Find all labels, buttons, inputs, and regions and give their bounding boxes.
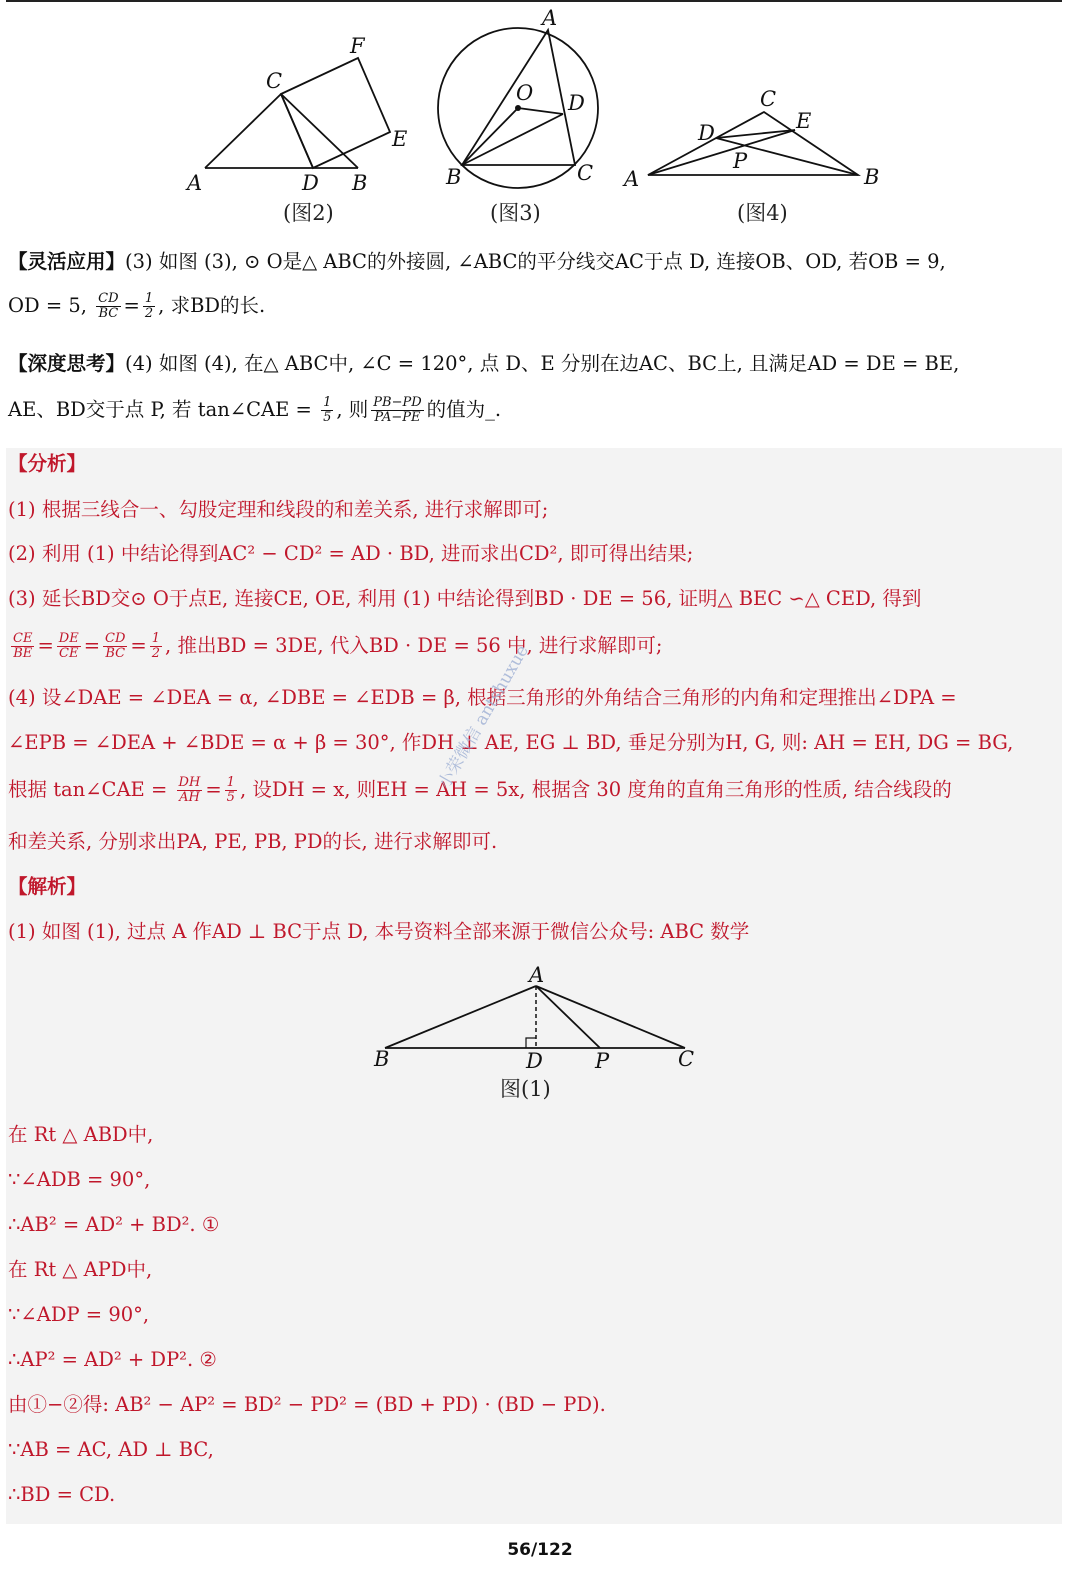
analysis-line-5: (4) 设∠DAE = ∠DEA = α, ∠DBE = ∠EDB = β, 根据三角形的外角结合三角形的内角和定理推出∠DPA = [8,686,957,709]
watermark: 小荣微信 antshuxue [434,641,533,793]
analysis-line-7: 根据 tan∠CAE = $\frac{DH}{AH}$ = $\frac{1}{5}$ , 设DH = x, 则EH = AH = 5x, 根据含 30 度角的直角三角形的性质, 结合线段的 [8,775,952,805]
q4-fraction-ratio: $\frac{PB-PD}{PA-PE}$ [373,395,422,425]
fig4-label-b: B [864,165,880,189]
fig1-label-p: P [595,1049,610,1073]
q4-line-2 [8,396,1066,425]
q3-tag: 【灵活应用】 [8,250,126,273]
analysis-line-7-post: , 设DH = x, 则EH = AH = 5x, 根据含 30 度角的直角三角形的性质, 结合线段的 [239,778,952,801]
fig2-label-e: E [392,127,408,151]
analysis-line-6: ∠EPB = ∠DEA + ∠BDE = α + β = 30°, 作DH ⊥ AE, EG ⊥ BD, 垂足分别为H, G, 则: AH = EH, DG = BG, [8,731,1014,754]
q4-tag: 【深度思考】 [8,352,126,375]
frac-half: $\frac{1}{2}$ [151,631,161,661]
frac-de-ce: $\frac{DE}{CE}$ [58,631,79,661]
analysis-line-1: (1) 根据三线合一、勾股定理和线段的和差关系, 进行求解即可; [8,498,549,521]
fig1-label-d: D [526,1049,543,1073]
solution-step-1: 在 Rt △ ABD中, [8,1123,154,1146]
fig1-label-c: C [678,1047,695,1071]
frac-fifth: $\frac{1}{5}$ [226,775,235,805]
figure-4 [622,87,879,225]
frac-ce-be: $\frac{CE}{BE}$ [13,631,33,661]
fig2-label-c: C [266,69,283,93]
solution-step-4: 在 Rt △ APD中, [8,1258,153,1281]
q4-line-1 [8,350,1066,378]
fig1-caption: 图(1) [500,1077,551,1101]
fig3-label-c: C [577,161,594,185]
solution-step-2: ∵∠ADB = 90°, [8,1168,151,1191]
figure-2 [185,34,407,225]
solution-step-3: ∴AB² = AD² + BD². ① [8,1213,220,1236]
fig3-label-o: O [516,81,534,105]
fig3-label-b: B [446,165,462,189]
fig4-label-d: D [698,121,715,145]
solution-step-5: ∵∠ADP = 90°, [8,1303,150,1326]
fig2-label-b: B [352,171,368,195]
q3-line-1 [8,248,1066,276]
top-figures [0,0,1080,240]
fig4-label-c: C [760,87,777,111]
q4-fraction-fifth: $\frac{1}{5}$ [323,395,332,425]
solution-step-9: ∴BD = CD. [8,1483,116,1506]
q4-text-1: (4) 如图 (4), 在△ ABC中, ∠C = 120°, 点 D、E 分别在边AC、BC上, 且满足AD = DE = BE, [125,352,960,375]
fig2-caption: (图2) [283,201,334,225]
q3-text-2-pre: OD = 5, [8,294,87,317]
fig4-label-a: A [624,167,640,191]
figure-3 [438,6,598,225]
analysis-line-8: 和差关系, 分别求出PA, PE, PB, PD的长, 进行求解即可. [8,830,498,853]
q3-text-1: (3) 如图 (3), ⊙ O是△ ABC的外接圆, ∠ABC的平分线交AC于点 D, 连接OB、OD, 若OB = 9, [125,250,946,273]
q3-text-2-post: , 求BD的长. [158,294,266,317]
analysis-line-3: (3) 延长BD交⊙ O于点E, 连接CE, OE, 利用 (1) 中结论得到BD · DE = 56, 证明△ BEC ∽△ CED, 得到 [8,587,922,610]
analysis-line-4: $\frac{CE}{BE}$ = $\frac{DE}{CE}$ = $\frac{CD}{BC}$ = $\frac{1}{2}$ , 推出BD = 3DE, 代入BD · DE = 56 中, 进行求解即可; [13,631,663,661]
frac-dh-ah: $\frac{DH}{AH}$ [178,775,201,805]
q4-text-2-mid: , 则 [336,398,369,421]
analysis-line-4-post: , 推出BD = 3DE, 代入BD · DE = 56 中, 进行求解即可; [165,634,663,657]
analysis-tag: 【分析】 [8,452,87,475]
q4-text-2-pre: AE、BD交于点 P, 若 tan∠CAE = [8,398,312,421]
fig1-label-a: A [529,963,545,987]
solution-step-7: 由①−②得: AB² − AP² = BD² − PD² = (BD + PD) · (BD − PD). [8,1393,606,1416]
solution-tag: 【解析】 [8,875,87,898]
q3-line-2 [8,292,1066,321]
analysis-line-7-pre: 根据 tan∠CAE = [8,778,168,801]
fig3-label-a: A [542,6,558,30]
fig2-label-a: A [187,171,203,195]
figure-1 [360,960,720,1110]
fig3-caption: (图3) [490,201,541,225]
q4-text-2-post: 的值为_. [426,398,502,421]
fig4-label-p: P [733,149,748,173]
fig2-label-f: F [350,34,365,58]
solution-step-8: ∵AB = AC, AD ⊥ BC, [8,1438,214,1461]
fig4-label-e: E [796,109,812,133]
q3-fraction-cd-bc: $\frac{CD}{BC}$ [98,291,119,321]
fig1-label-b: B [374,1047,390,1071]
solution-line-1: (1) 如图 (1), 过点 A 作AD ⊥ BC于点 D, 本号资料全部来源于微信公众号: ABC 数学 [8,920,750,943]
q3-fraction-half: $\frac{1}{2}$ [144,291,154,321]
fig2-label-d: D [302,171,319,195]
frac-cd-bc: $\frac{CD}{BC}$ [105,631,126,661]
fig3-label-d: D [568,91,585,115]
solution-step-6: ∴AP² = AD² + DP². ② [8,1348,217,1371]
fig4-caption: (图4) [737,201,788,225]
q3-equals: = [123,294,140,317]
page-number: 56/122 [507,1540,573,1560]
analysis-line-2: (2) 利用 (1) 中结论得到AC² − CD² = AD · BD, 进而求出CD², 即可得出结果; [8,542,694,565]
